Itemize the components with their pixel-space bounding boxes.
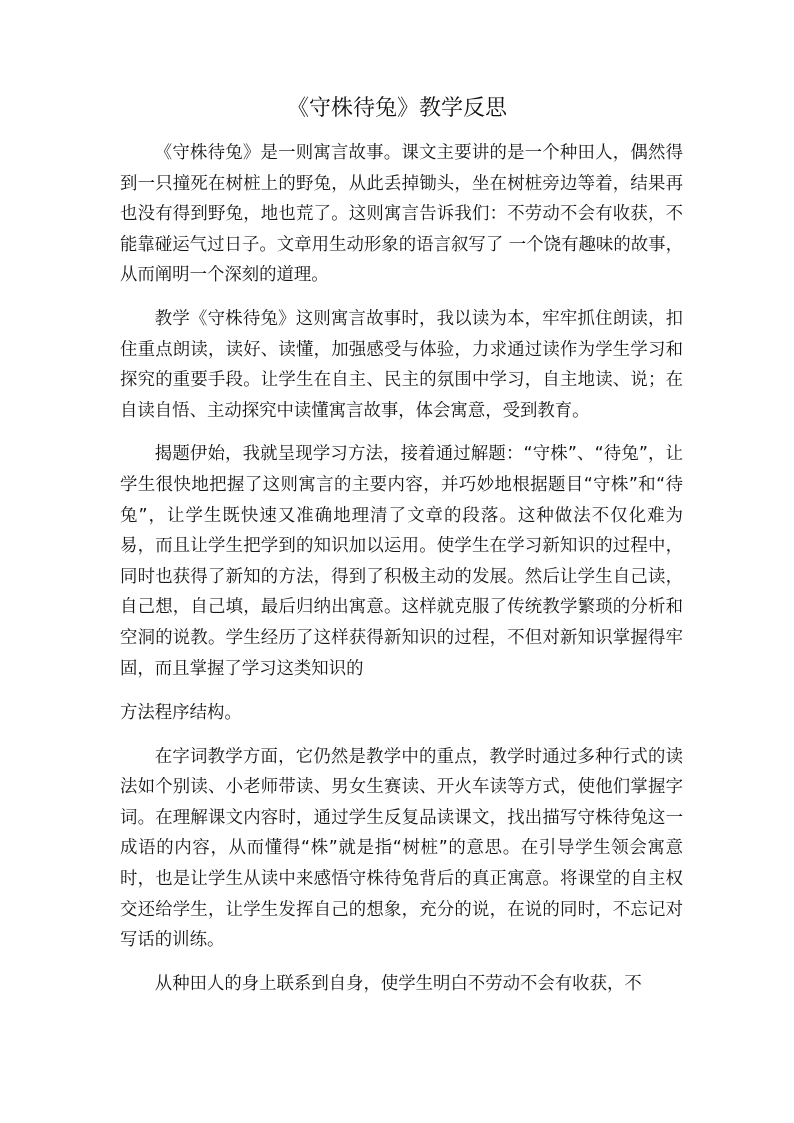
- paragraph-continuation: 方法程序结构。: [120, 703, 242, 724]
- paragraph-vocabulary-teaching: 在字词教学方面，它仍然是教学中的重点，教学时通过多种行式的读法如个别读、小老师带读、男女生赛读、开火车读等方式，使他们掌握字词。在理解课文内容时，通过学生反复品读课文，找出描写守株待兔这一成语的内容，从而懂得“株”就是指“树桩”的意思。在引导学生领会寓意时，也是让学生从读中来感悟守株待兔背后的真正寓意。将课堂的自主权交还给学生，让学生发挥自己的想象，充分的说，在说的同时，不忘记对写话的训练。: [120, 746, 683, 951]
- paragraph-teaching-method: 教学《守株待兔》这则寓言故事时，我以读为本，牢牢抓住朗读，扣住重点朗读，读好、读懂，加强感受与体验，力求通过读作为学生学习和探究的重要手段。让学生在自主、民主的氛围中学习，自主地读、说；在自读自悟、主动探究中读懂寓言故事，体会寓意，受到教育。: [120, 308, 683, 421]
- paragraph-closing: 从种田人的身上联系到自身，使学生明白不劳动不会有收获，不: [154, 973, 642, 994]
- paragraph-intro: 《守株待兔》是一则寓言故事。课文主要讲的是一个种田人，偶然得到一只撞死在树桩上的野兔，从此丢掉锄头，坐在树桩旁边等着，结果再也没有得到野兔，地也荒了。这则寓言告诉我们：不劳动不会有收获，不能靠碰运气过日子。文章用生动形象的语言叙写了 一个饶有趣味的故事，从而阐明一个深刻的道理。: [120, 143, 683, 286]
- document-title: 《守株待兔》教学反思: [286, 96, 507, 121]
- paragraph-topic-introduction: 揭题伊始，我就呈现学习方法，接着通过解题：“守株”、“待兔”，让学生很快地把握了这则寓言的主要内容，并巧妙地根据题目“守株”和“待兔”，让学生既快速又准确地理清了文章的段落。这种做法不仅化难为易，而且让学生把学到的知识加以运用。使学生在学习新知识的过程中，同时也获得了新知的方法，得到了积极主动的发展。然后让学生自己读，自己想，自己填，最后归纳出寓意。这样就克服了传统教学繁琐的分析和空洞的说教。学生经历了这样获得新知识的过程，不但对新知识掌握得牢固，而且掌握了学习这类知识的: [120, 444, 683, 679]
- document-body: [120, 138, 683, 999]
